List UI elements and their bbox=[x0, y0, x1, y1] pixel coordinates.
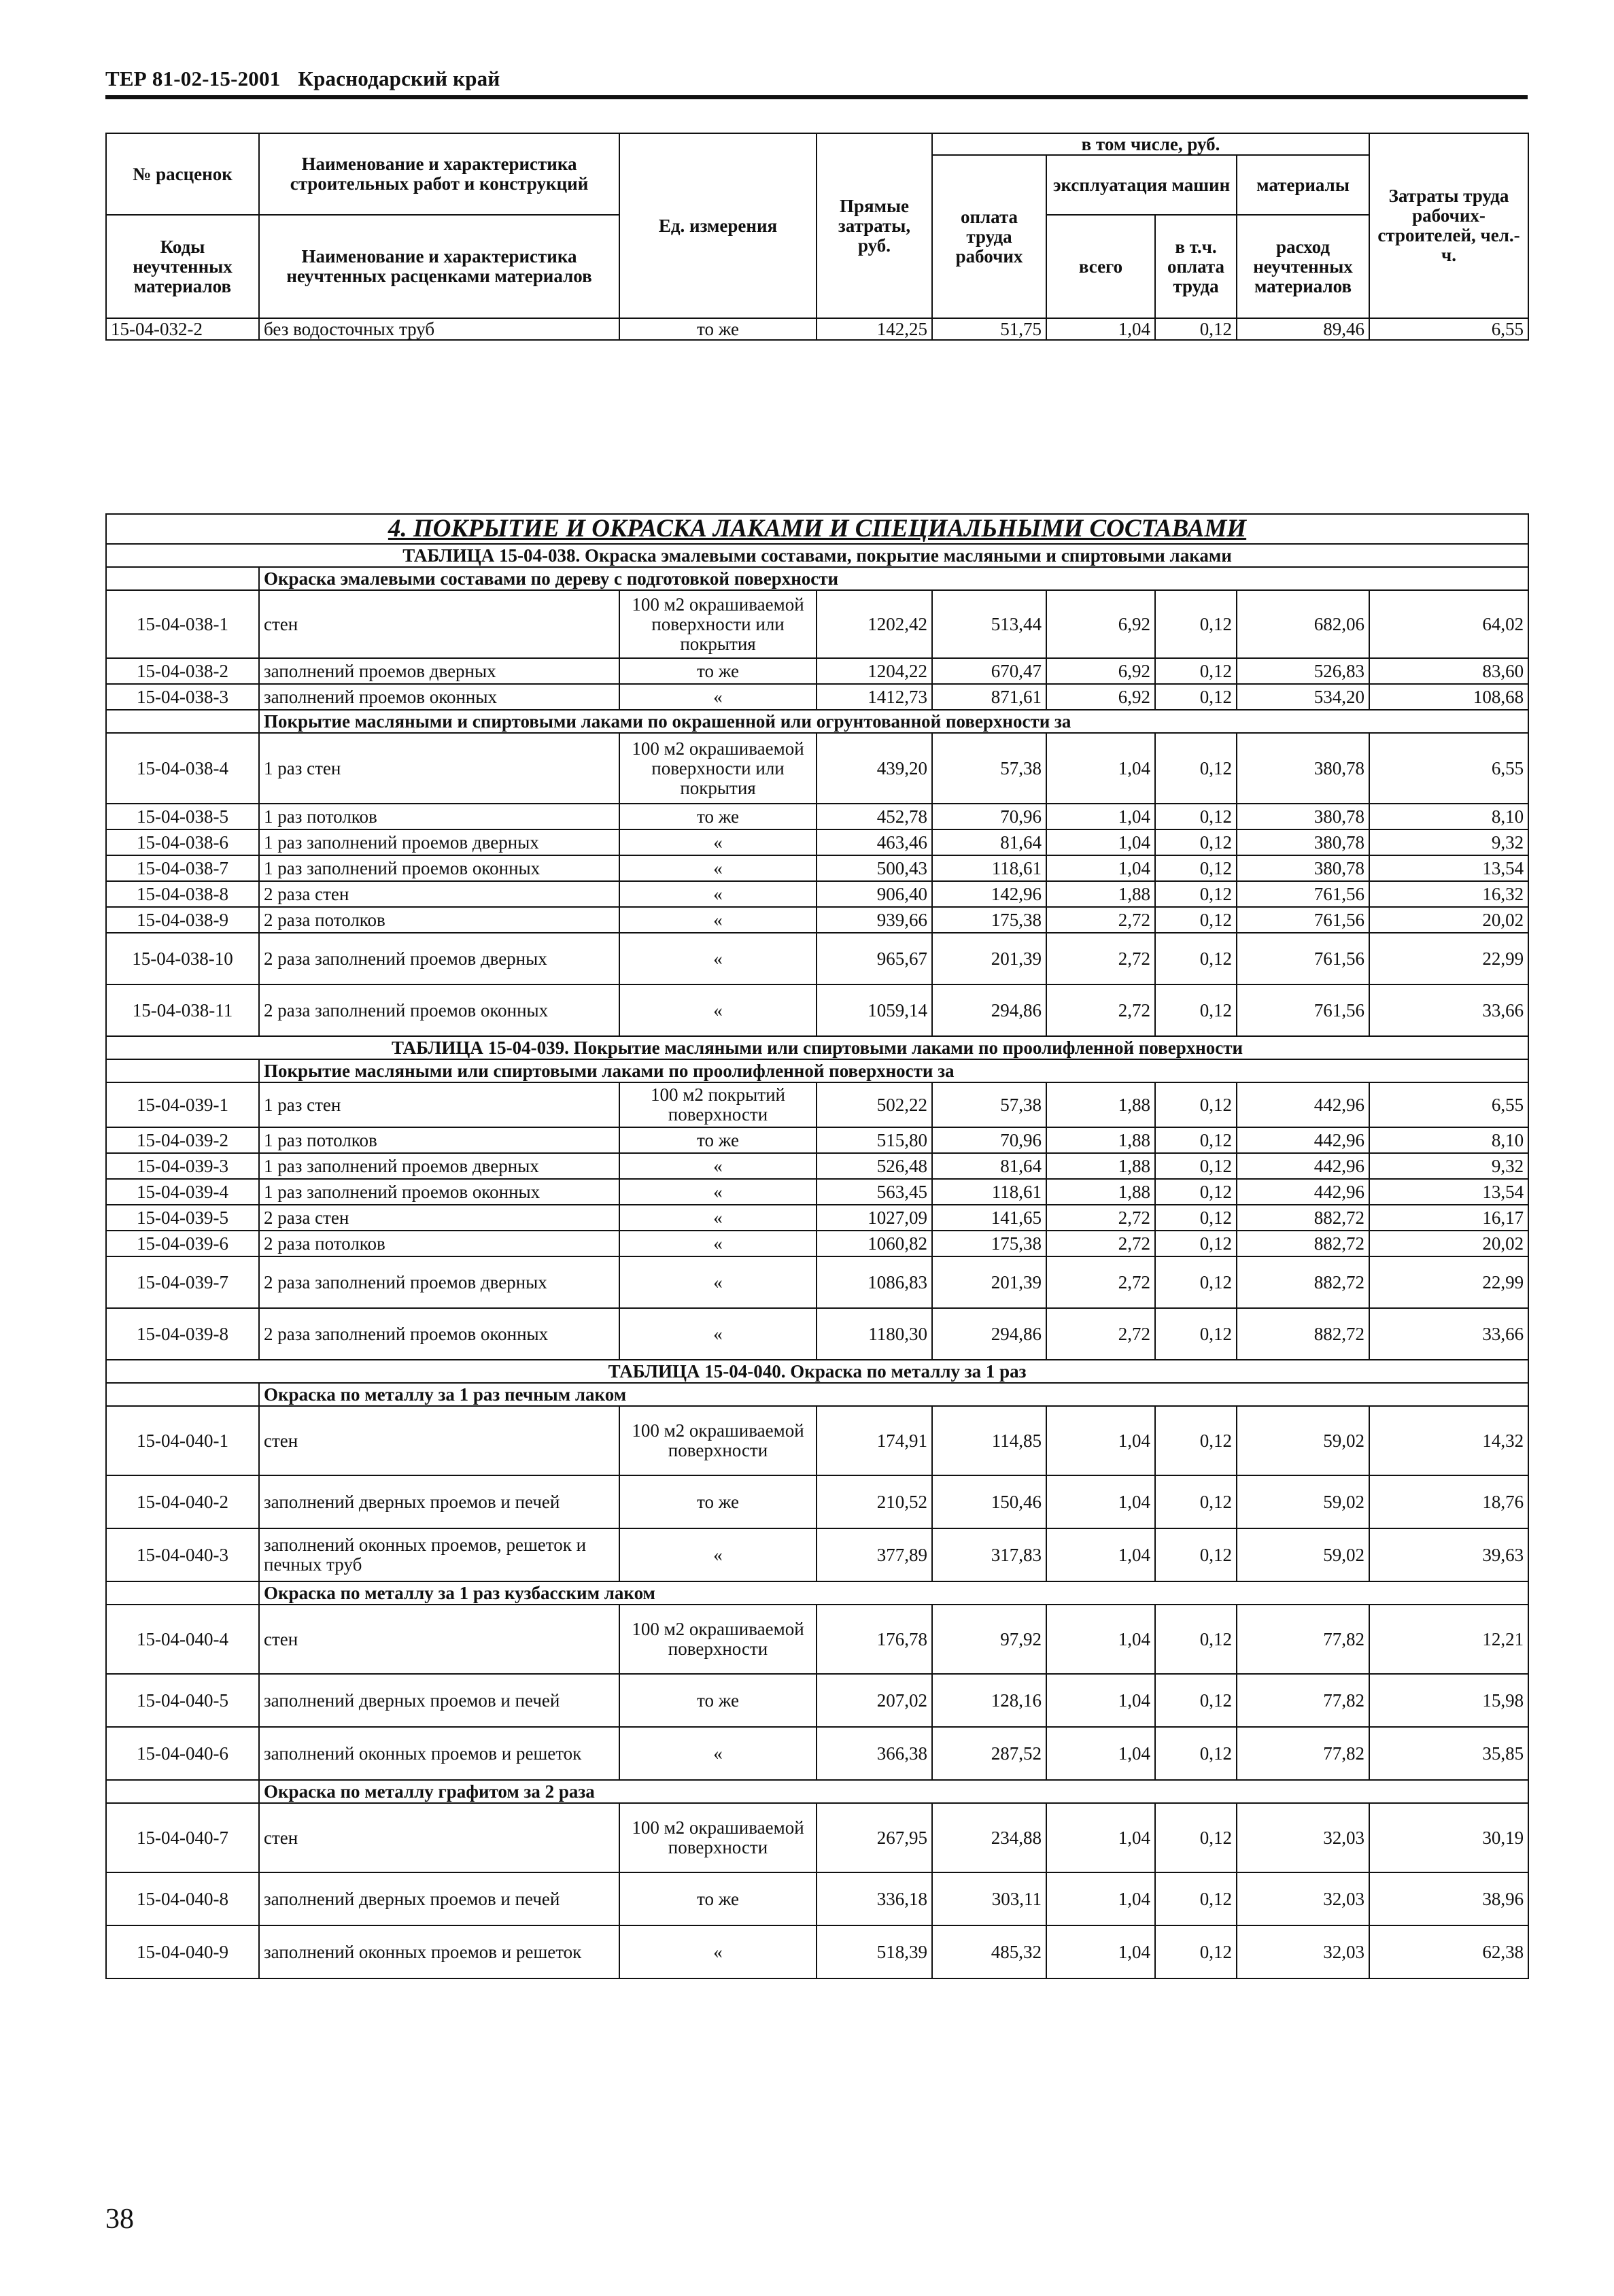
table-row: 15-04-039-4 1 раз заполнений проемов оконных « 563,45 118,61 1,88 0,12 442,96 13,54 bbox=[106, 1179, 1528, 1205]
group-title: Покрытие масляными или спиртовыми лаками по проолифленной поверхности за bbox=[259, 1059, 1528, 1082]
table-row: 15-04-040-7 стен 100 м2 окрашиваемой поверхности 267,95 234,88 1,04 0,12 32,03 30,19 bbox=[106, 1803, 1528, 1872]
head-labor: Затраты труда рабочих-строителей, чел.-ч. bbox=[1369, 133, 1528, 318]
table-row: 15-04-039-2 1 раз потолков то же 515,80 70,96 1,88 0,12 442,96 8,10 bbox=[106, 1127, 1528, 1153]
head-machines: эксплуатация машин bbox=[1046, 155, 1237, 215]
table-row: 15-04-039-6 2 раза потолков « 1060,82 175,38 2,72 0,12 882,72 20,02 bbox=[106, 1231, 1528, 1256]
table-row: 15-04-038-2 заполнений проемов дверных то же 1204,22 670,47 6,92 0,12 526,83 83,60 bbox=[106, 658, 1528, 684]
head-materials-use: расход неучтенных материалов bbox=[1237, 215, 1369, 318]
rates-table bbox=[105, 513, 1529, 1979]
section-title: 4. ПОКРЫТИЕ И ОКРАСКА ЛАКАМИ И СПЕЦИАЛЬНЫМИ СОСТАВАМИ bbox=[106, 514, 1528, 544]
table-row: 15-04-038-6 1 раз заполнений проемов дверных « 463,46 81,64 1,04 0,12 380,78 9,32 bbox=[106, 829, 1528, 855]
head-including: в том числе, руб. bbox=[932, 133, 1369, 155]
table-row: 15-04-038-10 2 раза заполнений проемов дверных « 965,67 201,39 2,72 0,12 761,56 22,99 bbox=[106, 933, 1528, 984]
head-material-name: Наименование и характеристика неучтенных расценками материалов bbox=[259, 215, 619, 318]
running-header bbox=[105, 67, 500, 91]
table-row: 15-04-039-7 2 раза заполнений проемов дверных « 1086,83 201,39 2,72 0,12 882,72 22,99 bbox=[106, 1256, 1528, 1308]
table-row: 15-04-038-9 2 раза потолков « 939,66 175,38 2,72 0,12 761,56 20,02 bbox=[106, 907, 1528, 933]
table-row: 15-04-038-1 стен 100 м2 окрашиваемой поверхности или покрытия 1202,42 513,44 6,92 0,12 682,06 64,02 bbox=[106, 590, 1528, 658]
table-row: 15-04-038-4 1 раз стен 100 м2 окрашиваемой поверхности или покрытия 439,20 57,38 1,04 0,12 380,78 6,55 bbox=[106, 733, 1528, 804]
table-row: 15-04-038-7 1 раз заполнений проемов оконных « 500,43 118,61 1,04 0,12 380,78 13,54 bbox=[106, 855, 1528, 881]
header-rule bbox=[105, 95, 1528, 99]
table-row: 15-04-040-5 заполнений дверных проемов и печей то же 207,02 128,16 1,04 0,12 77,82 15,98 bbox=[106, 1674, 1528, 1727]
table-title-038: ТАБЛИЦА 15-04-038. Окраска эмалевыми составами, покрытие масляными и спиртовыми лаками bbox=[106, 544, 1528, 567]
table-row: 15-04-039-8 2 раза заполнений проемов оконных « 1180,30 294,86 2,72 0,12 882,72 33,66 bbox=[106, 1308, 1528, 1360]
table-row: 15-04-038-11 2 раза заполнений проемов оконных « 1059,14 294,86 2,72 0,12 761,56 33,66 bbox=[106, 984, 1528, 1036]
head-unit: Ед. измерения bbox=[619, 133, 817, 318]
head-material-codes: Коды неучтенных материалов bbox=[106, 215, 259, 318]
table-row: 15-04-038-3 заполнений проемов оконных « 1412,73 871,61 6,92 0,12 534,20 108,68 bbox=[106, 684, 1528, 710]
head-machines-total: всего bbox=[1046, 215, 1155, 318]
table-row: 15-04-038-8 2 раза стен « 906,40 142,96 1,88 0,12 761,56 16,32 bbox=[106, 881, 1528, 907]
group-title: Окраска эмалевыми составами по дереву с подготовкой поверхности bbox=[259, 567, 1528, 590]
table-title-039: ТАБЛИЦА 15-04-039. Покрытие масляными или спиртовыми лаками по проолифленной поверхности bbox=[106, 1036, 1528, 1059]
table-row: 15-04-040-4 стен 100 м2 окрашиваемой поверхности 176,78 97,92 1,04 0,12 77,82 12,21 bbox=[106, 1605, 1528, 1674]
head-rate-number: № расценок bbox=[106, 133, 259, 215]
table-row: 15-04-040-9 заполнений оконных проемов и решеток « 518,39 485,32 1,04 0,12 32,03 62,38 bbox=[106, 1925, 1528, 1978]
head-work-name: Наименование и характеристика строительных работ и конструкций bbox=[259, 133, 619, 215]
continuation-table bbox=[105, 133, 1529, 341]
group-title: Окраска по металлу за 1 раз печным лаком bbox=[259, 1383, 1528, 1406]
table-row: 15-04-040-6 заполнений оконных проемов и решеток « 366,38 287,52 1,04 0,12 77,82 35,85 bbox=[106, 1727, 1528, 1780]
document-code: ТЕР 81-02-15-2001 bbox=[105, 67, 281, 90]
group-title: Окраска по металлу графитом за 2 раза bbox=[259, 1780, 1528, 1803]
group-title: Покрытие масляными и спиртовыми лаками по окрашенной или огрунтованной поверхности за bbox=[259, 710, 1528, 733]
region-name: Краснодарский край bbox=[298, 67, 500, 90]
table-row: 15-04-040-1 стен 100 м2 окрашиваемой поверхности 174,91 114,85 1,04 0,12 59,02 14,32 bbox=[106, 1406, 1528, 1475]
head-materials: материалы bbox=[1237, 155, 1369, 215]
table-row: 15-04-039-3 1 раз заполнений проемов дверных « 526,48 81,64 1,88 0,12 442,96 9,32 bbox=[106, 1153, 1528, 1179]
table-row: 15-04-040-2 заполнений дверных проемов и печей то же 210,52 150,46 1,04 0,12 59,02 18,76 bbox=[106, 1475, 1528, 1528]
table-row: 15-04-032-2 без водосточных труб то же 142,25 51,75 1,04 0,12 89,46 6,55 bbox=[106, 318, 1528, 340]
table-row: 15-04-040-8 заполнений дверных проемов и печей то же 336,18 303,11 1,04 0,12 32,03 38,96 bbox=[106, 1872, 1528, 1925]
head-worker-pay: оплата труда рабочих bbox=[932, 155, 1046, 318]
group-title: Окраска по металлу за 1 раз кузбасским лаком bbox=[259, 1581, 1528, 1605]
head-direct-costs: Прямые затраты, руб. bbox=[817, 133, 932, 318]
table-row: 15-04-039-5 2 раза стен « 1027,09 141,65 2,72 0,12 882,72 16,17 bbox=[106, 1205, 1528, 1231]
table-row: 15-04-038-5 1 раз потолков то же 452,78 70,96 1,04 0,12 380,78 8,10 bbox=[106, 804, 1528, 829]
page-number: 38 bbox=[105, 2204, 134, 2235]
table-row: 15-04-040-3 заполнений оконных проемов, решеток и печных труб « 377,89 317,83 1,04 0,12 59,02 39,63 bbox=[106, 1528, 1528, 1581]
table-row: 15-04-039-1 1 раз стен 100 м2 покрытий поверхности 502,22 57,38 1,88 0,12 442,96 6,55 bbox=[106, 1082, 1528, 1127]
head-machines-pay: в т.ч. оплата труда bbox=[1155, 215, 1237, 318]
table-title-040: ТАБЛИЦА 15-04-040. Окраска по металлу за 1 раз bbox=[106, 1360, 1528, 1383]
